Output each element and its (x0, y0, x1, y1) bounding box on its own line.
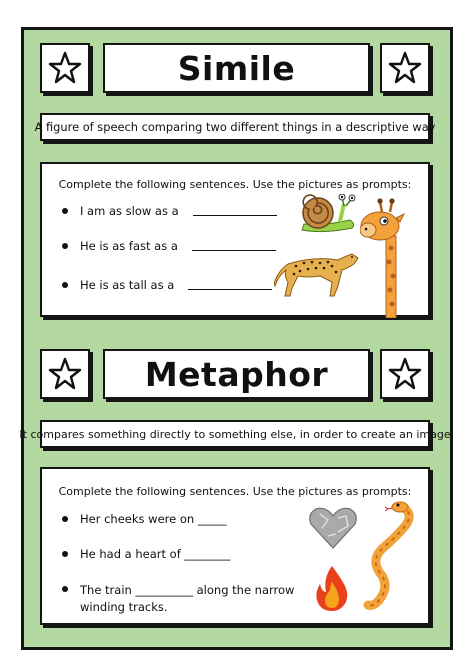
simile-instructions: Complete the following sentences. Use the pictures as prompts: (58, 178, 412, 191)
snake-picture (362, 501, 420, 613)
metaphor-item-3: The train __________ along the narrow winding tracks. (62, 582, 294, 616)
metaphor-item-1: Her cheeks were on _____ (62, 512, 227, 526)
star-icon (388, 357, 422, 391)
bullet (62, 516, 68, 522)
metaphor-instructions: Complete the following sentences. Use the pictures as prompts: (58, 485, 412, 498)
metaphor-definition: It compares something directly to something else, in order to create an image (40, 420, 430, 448)
bullet (62, 551, 68, 557)
star-box-left (40, 349, 90, 399)
star-box-right (380, 43, 430, 93)
answer-blank[interactable] (193, 204, 277, 216)
fire-picture (313, 564, 351, 612)
answer-blank[interactable] (192, 239, 276, 251)
star-icon (48, 51, 82, 85)
bullet (62, 586, 68, 592)
bullet (62, 243, 68, 249)
metaphor-title: Metaphor (103, 349, 370, 399)
metaphor-item-2: He had a heart of ________ (62, 547, 230, 561)
metaphor-exercise-panel (40, 467, 430, 625)
star-box-right (380, 349, 430, 399)
answer-blank[interactable] (188, 278, 272, 290)
star-box-left (40, 43, 90, 93)
simile-item-3: He is as tall as a (62, 278, 272, 292)
star-icon (48, 357, 82, 391)
giraffe-picture (360, 196, 408, 318)
simile-title: Simile (103, 43, 370, 93)
simile-definition: A figure of speech comparing two different things in a descriptive way (40, 113, 430, 141)
simile-item-2: He is as fast as a (62, 239, 276, 253)
simile-exercise-panel (40, 162, 430, 317)
star-icon (388, 51, 422, 85)
bullet (62, 282, 68, 288)
cheetah-picture (274, 246, 360, 298)
snail-picture (294, 194, 360, 236)
stone-heart-picture (308, 506, 358, 550)
bullet (62, 208, 68, 214)
simile-item-1: I am as slow as a (62, 204, 277, 218)
